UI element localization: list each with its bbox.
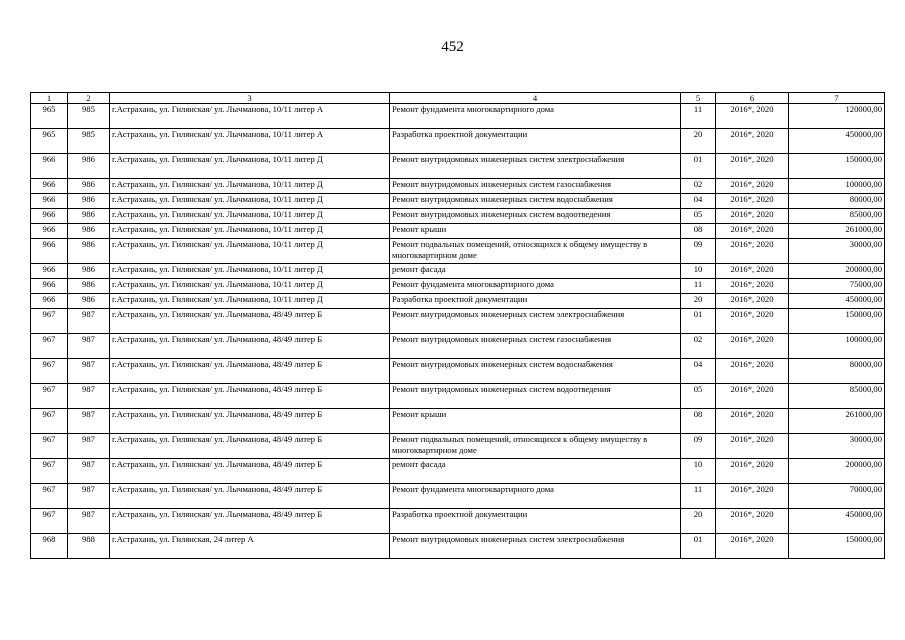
cell-number: 967 (31, 434, 68, 459)
cell-number: 967 (31, 459, 68, 484)
cell-years: 2016*, 2020 (716, 129, 789, 154)
cell-code: 02 (681, 179, 716, 194)
cell-house-number: 987 (68, 334, 110, 359)
cell-work-type: Ремонт внутридомовых инженерных систем электроснабжения (390, 309, 681, 334)
table-row (31, 459, 885, 484)
cell-house-number: 987 (68, 409, 110, 434)
cell-work-type: Ремонт внутридомовых инженерных систем водоснабжения (390, 194, 681, 209)
cell-address: г.Астрахань, ул. Гилянская/ ул. Лычманова, 10/11 литер Д (110, 279, 390, 294)
cell-work-type: Ремонт внутридомовых инженерных систем газоснабжения (390, 334, 681, 359)
cell-years: 2016*, 2020 (716, 359, 789, 384)
cell-address: г.Астрахань, ул. Гилянская/ ул. Лычманова, 10/11 литер Д (110, 239, 390, 264)
cell-cost: 150000,00 (789, 534, 885, 559)
cell-code: 01 (681, 309, 716, 334)
cell-address: г.Астрахань, ул. Гилянская, 24 литер А (110, 534, 390, 559)
cell-number: 967 (31, 484, 68, 509)
header-col-4: 4 (390, 93, 681, 104)
cell-address: г.Астрахань, ул. Гилянская/ ул. Лычманова, 10/11 литер Д (110, 194, 390, 209)
cell-house-number: 987 (68, 484, 110, 509)
table-row (31, 534, 885, 559)
cell-years: 2016*, 2020 (716, 384, 789, 409)
cell-address: г.Астрахань, ул. Гилянская/ ул. Лычманова, 48/49 литер Б (110, 309, 390, 334)
cell-cost: 450000,00 (789, 509, 885, 534)
cell-work-type: Ремонт подвальных помещений, относящихся к общему имуществу в многоквартирном доме (390, 239, 681, 264)
table-row (31, 104, 885, 129)
cell-address: г.Астрахань, ул. Гилянская/ ул. Лычманова, 48/49 литер Б (110, 384, 390, 409)
cell-code: 09 (681, 434, 716, 459)
cell-number: 966 (31, 194, 68, 209)
table-row (31, 359, 885, 384)
table-row (31, 434, 885, 459)
cell-years: 2016*, 2020 (716, 409, 789, 434)
cell-address: г.Астрахань, ул. Гилянская/ ул. Лычманова, 48/49 литер Б (110, 509, 390, 534)
cell-house-number: 985 (68, 104, 110, 129)
cell-number: 966 (31, 279, 68, 294)
header-col-1: 1 (31, 93, 68, 104)
table-row (31, 334, 885, 359)
cell-work-type: Ремонт фундамента многоквартирного дома (390, 484, 681, 509)
cell-house-number: 988 (68, 534, 110, 559)
cell-cost: 70000,00 (789, 484, 885, 509)
cell-work-type: Ремонт фундамента многоквартирного дома (390, 279, 681, 294)
cell-cost: 85000,00 (789, 384, 885, 409)
cell-number: 967 (31, 359, 68, 384)
cell-work-type: Ремонт фундамента многоквартирного дома (390, 104, 681, 129)
cell-number: 967 (31, 509, 68, 534)
cell-work-type: ремонт фасада (390, 264, 681, 279)
cell-work-type: ремонт фасада (390, 459, 681, 484)
cell-number: 967 (31, 384, 68, 409)
table-body (31, 104, 885, 559)
cell-code: 11 (681, 484, 716, 509)
cell-cost: 261000,00 (789, 224, 885, 239)
cell-years: 2016*, 2020 (716, 239, 789, 264)
cell-years: 2016*, 2020 (716, 534, 789, 559)
cell-cost: 150000,00 (789, 154, 885, 179)
cell-number: 966 (31, 224, 68, 239)
cell-work-type: Разработка проектной документации (390, 294, 681, 309)
cell-cost: 450000,00 (789, 129, 885, 154)
cell-years: 2016*, 2020 (716, 264, 789, 279)
cell-cost: 150000,00 (789, 309, 885, 334)
table-row (31, 194, 885, 209)
cell-house-number: 987 (68, 309, 110, 334)
cell-number: 966 (31, 264, 68, 279)
cell-years: 2016*, 2020 (716, 294, 789, 309)
cell-years: 2016*, 2020 (716, 509, 789, 534)
cell-code: 08 (681, 224, 716, 239)
cell-address: г.Астрахань, ул. Гилянская/ ул. Лычманова, 10/11 литер Д (110, 154, 390, 179)
table-row (31, 179, 885, 194)
cell-number: 967 (31, 309, 68, 334)
cell-work-type: Ремонт крыши (390, 409, 681, 434)
cell-number: 967 (31, 334, 68, 359)
cell-years: 2016*, 2020 (716, 194, 789, 209)
cell-work-type: Ремонт внутридомовых инженерных систем электроснабжения (390, 534, 681, 559)
cell-address: г.Астрахань, ул. Гилянская/ ул. Лычманова, 48/49 литер Б (110, 359, 390, 384)
cell-cost: 450000,00 (789, 294, 885, 309)
cell-work-type: Ремонт внутридомовых инженерных систем водоснабжения (390, 359, 681, 384)
header-col-3: 3 (110, 93, 390, 104)
cell-years: 2016*, 2020 (716, 279, 789, 294)
cell-cost: 200000,00 (789, 459, 885, 484)
cell-work-type: Разработка проектной документации (390, 129, 681, 154)
cell-cost: 75000,00 (789, 279, 885, 294)
cell-years: 2016*, 2020 (716, 154, 789, 179)
cell-house-number: 986 (68, 224, 110, 239)
cell-cost: 120000,00 (789, 104, 885, 129)
table-row (31, 224, 885, 239)
cell-code: 05 (681, 209, 716, 224)
cell-address: г.Астрахань, ул. Гилянская/ ул. Лычманова, 48/49 литер Б (110, 334, 390, 359)
cell-house-number: 986 (68, 179, 110, 194)
page-number: 452 (441, 39, 464, 55)
cell-number: 966 (31, 239, 68, 264)
cell-cost: 30000,00 (789, 239, 885, 264)
cell-code: 08 (681, 409, 716, 434)
cell-address: г.Астрахань, ул. Гилянская/ ул. Лычманова, 48/49 литер Б (110, 434, 390, 459)
cell-cost: 80000,00 (789, 359, 885, 384)
cell-work-type: Ремонт крыши (390, 224, 681, 239)
cell-house-number: 986 (68, 264, 110, 279)
table-row (31, 154, 885, 179)
cell-work-type: Разработка проектной документации (390, 509, 681, 534)
cell-code: 20 (681, 129, 716, 154)
cell-years: 2016*, 2020 (716, 459, 789, 484)
cell-code: 20 (681, 509, 716, 534)
cell-house-number: 986 (68, 239, 110, 264)
header-col-6: 6 (716, 93, 789, 104)
cell-work-type: Ремонт подвальных помещений, относящихся к общему имуществу в многоквартирном доме (390, 434, 681, 459)
cell-house-number: 987 (68, 434, 110, 459)
cell-house-number: 986 (68, 154, 110, 179)
cell-house-number: 987 (68, 509, 110, 534)
table-row (31, 294, 885, 309)
table-row (31, 384, 885, 409)
cell-code: 01 (681, 534, 716, 559)
cell-number: 966 (31, 209, 68, 224)
table-row (31, 484, 885, 509)
cell-number: 965 (31, 104, 68, 129)
cell-code: 04 (681, 194, 716, 209)
cell-house-number: 987 (68, 384, 110, 409)
cell-code: 10 (681, 459, 716, 484)
cell-house-number: 986 (68, 279, 110, 294)
cell-address: г.Астрахань, ул. Гилянская/ ул. Лычманова, 10/11 литер А (110, 104, 390, 129)
cell-number: 965 (31, 129, 68, 154)
header-col-7: 7 (789, 93, 885, 104)
cell-address: г.Астрахань, ул. Гилянская/ ул. Лычманова, 48/49 литер Б (110, 409, 390, 434)
cell-address: г.Астрахань, ул. Гилянская/ ул. Лычманова, 10/11 литер А (110, 129, 390, 154)
header-col-5: 5 (681, 93, 716, 104)
cell-address: г.Астрахань, ул. Гилянская/ ул. Лычманова, 10/11 литер Д (110, 294, 390, 309)
cell-work-type: Ремонт внутридомовых инженерных систем электроснабжения (390, 154, 681, 179)
cell-house-number: 985 (68, 129, 110, 154)
cell-house-number: 987 (68, 359, 110, 384)
cell-cost: 30000,00 (789, 434, 885, 459)
cell-work-type: Ремонт внутридомовых инженерных систем водоотведения (390, 384, 681, 409)
cell-address: г.Астрахань, ул. Гилянская/ ул. Лычманова, 10/11 литер Д (110, 264, 390, 279)
cell-code: 09 (681, 239, 716, 264)
table-header (31, 93, 885, 104)
cell-number: 968 (31, 534, 68, 559)
cell-address: г.Астрахань, ул. Гилянская/ ул. Лычманова, 48/49 литер Б (110, 484, 390, 509)
table-row (31, 264, 885, 279)
table-row (31, 129, 885, 154)
table-row (31, 209, 885, 224)
cell-address: г.Астрахань, ул. Гилянская/ ул. Лычманова, 48/49 литер Б (110, 459, 390, 484)
cell-address: г.Астрахань, ул. Гилянская/ ул. Лычманова, 10/11 литер Д (110, 224, 390, 239)
cell-years: 2016*, 2020 (716, 484, 789, 509)
cell-code: 10 (681, 264, 716, 279)
cell-cost: 100000,00 (789, 334, 885, 359)
cell-code: 11 (681, 279, 716, 294)
cell-house-number: 986 (68, 194, 110, 209)
cell-years: 2016*, 2020 (716, 179, 789, 194)
cell-years: 2016*, 2020 (716, 209, 789, 224)
cell-cost: 85000,00 (789, 209, 885, 224)
table-row (31, 409, 885, 434)
capital-repair-table (30, 92, 885, 559)
cell-address: г.Астрахань, ул. Гилянская/ ул. Лычманова, 10/11 литер Д (110, 209, 390, 224)
cell-house-number: 987 (68, 459, 110, 484)
cell-years: 2016*, 2020 (716, 224, 789, 239)
table-row (31, 279, 885, 294)
cell-code: 01 (681, 154, 716, 179)
cell-years: 2016*, 2020 (716, 309, 789, 334)
cell-work-type: Ремонт внутридомовых инженерных систем газоснабжения (390, 179, 681, 194)
cell-cost: 80000,00 (789, 194, 885, 209)
cell-work-type: Ремонт внутридомовых инженерных систем водоотведения (390, 209, 681, 224)
cell-cost: 200000,00 (789, 264, 885, 279)
cell-cost: 261000,00 (789, 409, 885, 434)
cell-number: 967 (31, 409, 68, 434)
header-row (31, 93, 885, 104)
cell-years: 2016*, 2020 (716, 104, 789, 129)
table-row (31, 239, 885, 264)
cell-number: 966 (31, 179, 68, 194)
table-row (31, 509, 885, 534)
cell-code: 04 (681, 359, 716, 384)
cell-address: г.Астрахань, ул. Гилянская/ ул. Лычманова, 10/11 литер Д (110, 179, 390, 194)
header-col-2: 2 (68, 93, 110, 104)
cell-number: 966 (31, 154, 68, 179)
cell-code: 05 (681, 384, 716, 409)
cell-code: 02 (681, 334, 716, 359)
cell-code: 11 (681, 104, 716, 129)
cell-house-number: 986 (68, 209, 110, 224)
cell-code: 20 (681, 294, 716, 309)
cell-years: 2016*, 2020 (716, 334, 789, 359)
cell-house-number: 986 (68, 294, 110, 309)
table-row (31, 309, 885, 334)
cell-years: 2016*, 2020 (716, 434, 789, 459)
cell-cost: 100000,00 (789, 179, 885, 194)
cell-number: 966 (31, 294, 68, 309)
